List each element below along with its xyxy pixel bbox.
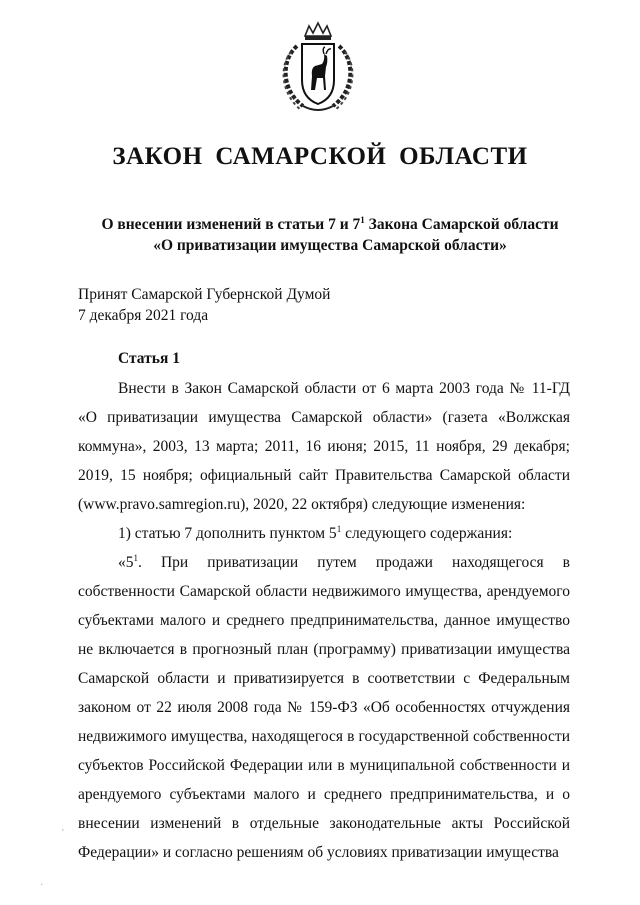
article-heading: Статья 1 <box>118 350 180 367</box>
law-subtitle <box>60 214 600 256</box>
scan-speck: ' <box>62 828 64 839</box>
subtitle-line-1: О внесении изменений в статьи 7 и $7^1$ Закона Самарской области <box>101 214 559 233</box>
subtitle-line-2: «О приватизации имущества Самарской области» <box>153 237 507 254</box>
paragraph-2: 1) статью 7 дополнить пунктом $5^1$ следующего содержания: <box>118 523 513 542</box>
paragraph-3: «$5^1$. При приватизации путем продажи находящегося в собственности Самарской области недвижимого имущества, арендуемого субъектами малого и среднего предпринимательства, данное имущество не включается в прогнозный план (программу) приватизации имущества Самарской области и приватизируется в соответствии с Федеральным законом от 22 июля 2008 года № 159-ФЗ «Об особенностях отчуждения недвижимого имущества, находящегося в государственной собственности субъектов Российской Федерации или в муниципальной собственности и арендуемого субъектами малого и среднего предпринимательства, и о внесении изменений в отдельные законодательные акты Российской Федерации» и согласно решениям об условиях приватизации имущества <box>78 552 570 861</box>
adoption-date: 7 декабря 2021 года <box>78 307 209 324</box>
samara-coat-of-arms-icon <box>275 20 361 116</box>
paragraph-1: Внести в Закон Самарской области от 6 марта 2003 года № 11-ГД «О приватизации имущества Самарской области» (газета «Волжская коммуна», 2003, 13 марта; 2011, 16 июня; 2015, 11 ноября, 29 декабря; 2019, 15 ноября; официальный сайт Правительства Самарской области (www.pravo.samregion.ru), 2020, 22 октября) следующие изменения: <box>78 380 570 513</box>
scan-speck: · <box>40 880 44 891</box>
article-body <box>78 374 570 867</box>
document-title: ЗАКОН САМАРСКОЙ ОБЛАСТИ <box>112 143 528 170</box>
adoption-body: Принят Самарской Губернской Думой <box>78 286 331 303</box>
adoption-info <box>78 284 330 326</box>
